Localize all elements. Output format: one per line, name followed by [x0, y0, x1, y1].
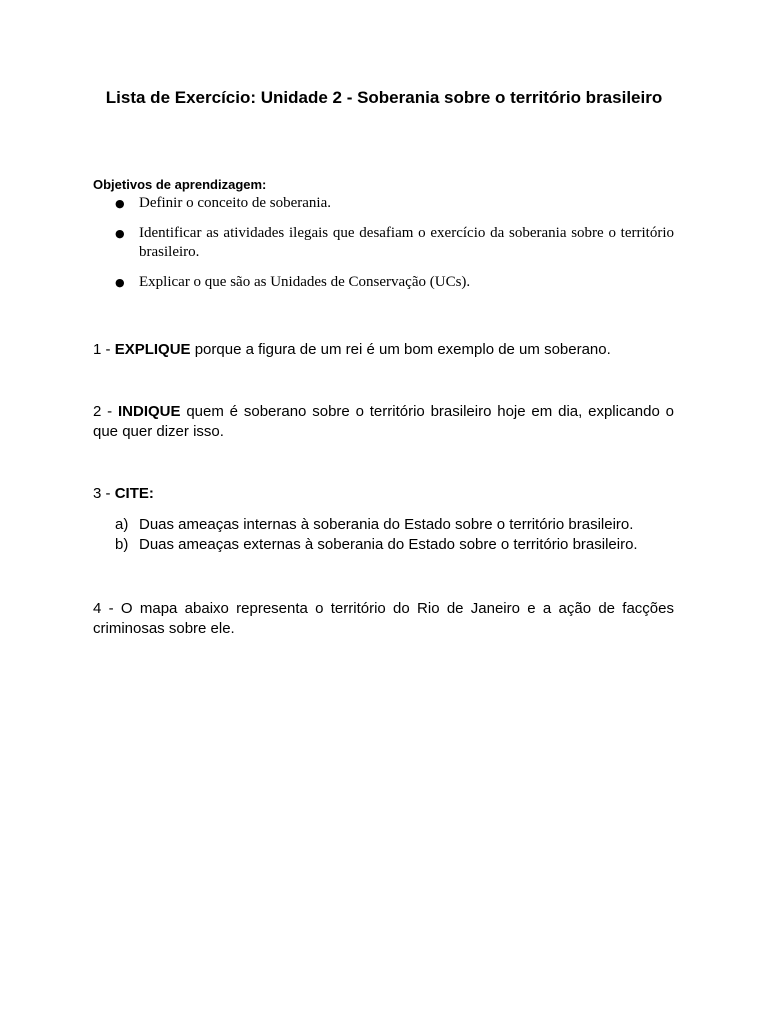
objectives-heading: Objetivos de aprendizagem: — [93, 177, 267, 192]
question-text: quem é soberano sobre o território brasileiro hoje em dia, explicando o que quer dizer isso. — [93, 403, 674, 440]
objective-text: Explicar o que são as Unidades de Conservação (UCs). — [139, 274, 471, 290]
objectives-list — [93, 194, 674, 292]
page-title: Lista de Exercício: Unidade 2 - Soberania sobre o território brasileiro — [105, 88, 663, 107]
subitem-a — [93, 515, 674, 535]
subitem-b — [93, 535, 674, 555]
subitem-text: Duas ameaças externas à soberania do Estado sobre o território brasileiro. — [139, 536, 638, 553]
subitem-text: Duas ameaças internas à soberania do Estado sobre o território brasileiro. — [139, 516, 634, 533]
bullet-icon: ● — [115, 276, 125, 289]
objective-text: Definir o conceito de soberania. — [139, 195, 332, 211]
question-text: O mapa abaixo representa o território do Rio de Janeiro e a ação de facções criminosas sobre ele. — [93, 600, 674, 637]
question-1 — [93, 340, 674, 360]
bullet-icon: ● — [115, 197, 125, 210]
objective-text: Identificar as atividades ilegais que desafiam o exercício da soberania sobre o território brasileiro. — [139, 225, 674, 260]
objective-item — [93, 224, 674, 262]
question-number: 2 - — [93, 403, 118, 420]
question-keyword: EXPLIQUE — [114, 341, 191, 358]
question-number: 3 - — [93, 485, 115, 502]
learning-objectives — [93, 176, 674, 292]
question-text: porque a figura de um rei é um bom exemplo de um soberano. — [190, 341, 611, 358]
objective-item — [93, 194, 674, 213]
question-keyword: CITE: — [114, 485, 154, 502]
question-2 — [93, 402, 674, 442]
question-keyword: INDIQUE — [118, 403, 181, 420]
subitem-marker: b) — [115, 536, 129, 553]
bullet-icon: ● — [115, 227, 125, 240]
objective-item — [93, 273, 674, 292]
question-3 — [93, 484, 674, 504]
subitem-marker: a) — [115, 516, 129, 533]
question-3-subitems — [93, 515, 674, 555]
question-4 — [93, 599, 674, 639]
question-number: 4 - — [93, 600, 121, 617]
question-number: 1 - — [93, 341, 115, 358]
